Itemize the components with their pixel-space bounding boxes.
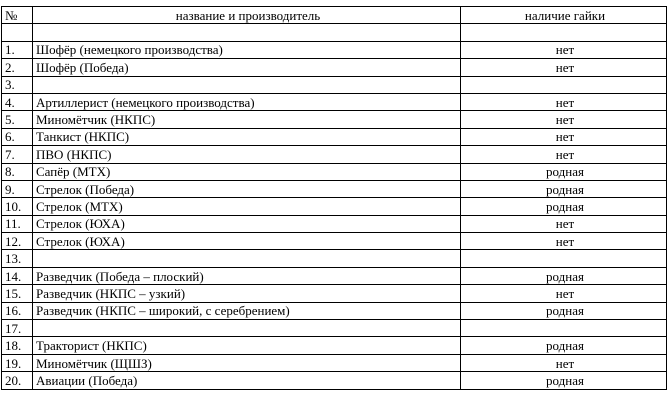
row-name-producer: Шофёр (немецкого производства) <box>33 41 461 58</box>
table-row <box>2 163 667 180</box>
row-nut-presence: родная <box>461 163 667 180</box>
row-nut-presence: нет <box>461 146 667 163</box>
row-nut-presence: родная <box>461 337 667 354</box>
table-row <box>2 76 667 93</box>
row-number: 10. <box>2 198 33 215</box>
blank-cell <box>2 24 33 41</box>
row-number: 14. <box>2 267 33 284</box>
table-row <box>2 354 667 371</box>
row-nut-presence <box>461 76 667 93</box>
blank-cell <box>461 24 667 41</box>
header-nut-presence: наличие гайки <box>461 7 667 24</box>
row-name-producer: ПВО (НКПС) <box>33 146 461 163</box>
table-row <box>2 93 667 110</box>
row-nut-presence: родная <box>461 180 667 197</box>
table-row <box>2 372 667 389</box>
row-number: 12. <box>2 233 33 250</box>
row-name-producer: Миномётчик (ЩШЗ) <box>33 354 461 371</box>
row-name-producer: Миномётчик (НКПС) <box>33 111 461 128</box>
row-name-producer: Шофёр (Победа) <box>33 59 461 76</box>
table-row <box>2 285 667 302</box>
header-number: № <box>2 7 33 24</box>
row-name-producer: Разведчик (НКПС – узкий) <box>33 285 461 302</box>
row-name-producer: Разведчик (НКПС – широкий, с серебрением) <box>33 302 461 319</box>
row-nut-presence: нет <box>461 215 667 232</box>
row-number: 3. <box>2 76 33 93</box>
row-name-producer: Артиллерист (немецкого производства) <box>33 93 461 110</box>
row-name-producer: Стрелок (ЮХА) <box>33 215 461 232</box>
table-row <box>2 302 667 319</box>
row-name-producer: Стрелок (ЮХА) <box>33 233 461 250</box>
row-nut-presence: родная <box>461 302 667 319</box>
row-nut-presence: родная <box>461 267 667 284</box>
blank-row <box>2 24 667 41</box>
table-row <box>2 146 667 163</box>
row-nut-presence: родная <box>461 198 667 215</box>
table-row <box>2 337 667 354</box>
row-name-producer: Тракторист (НКПС) <box>33 337 461 354</box>
row-number: 8. <box>2 163 33 180</box>
row-nut-presence: нет <box>461 233 667 250</box>
row-nut-presence: нет <box>461 128 667 145</box>
header-row <box>2 7 667 24</box>
blank-cell <box>33 24 461 41</box>
table-row <box>2 111 667 128</box>
row-number: 5. <box>2 111 33 128</box>
row-name-producer: Танкист (НКПС) <box>33 128 461 145</box>
row-number: 4. <box>2 93 33 110</box>
row-nut-presence: нет <box>461 41 667 58</box>
table-row <box>2 180 667 197</box>
row-nut-presence: нет <box>461 285 667 302</box>
table-row <box>2 320 667 337</box>
table-row <box>2 41 667 58</box>
row-number: 16. <box>2 302 33 319</box>
table-row <box>2 215 667 232</box>
row-number: 1. <box>2 41 33 58</box>
row-number: 15. <box>2 285 33 302</box>
row-nut-presence: нет <box>461 93 667 110</box>
row-number: 20. <box>2 372 33 389</box>
row-nut-presence: нет <box>461 354 667 371</box>
row-name-producer: Авиации (Победа) <box>33 372 461 389</box>
table-row <box>2 250 667 267</box>
row-number: 7. <box>2 146 33 163</box>
row-number: 11. <box>2 215 33 232</box>
table-row <box>2 128 667 145</box>
row-nut-presence: нет <box>461 59 667 76</box>
table-row <box>2 267 667 284</box>
row-name-producer: Разведчик (Победа – плоский) <box>33 267 461 284</box>
table-row <box>2 233 667 250</box>
table-row <box>2 198 667 215</box>
row-nut-presence <box>461 320 667 337</box>
header-name-producer: название и производитель <box>33 7 461 24</box>
row-nut-presence: нет <box>461 111 667 128</box>
row-number: 9. <box>2 180 33 197</box>
row-name-producer: Стрелок (Победа) <box>33 180 461 197</box>
row-number: 19. <box>2 354 33 371</box>
table-row <box>2 59 667 76</box>
figures-table <box>1 6 667 390</box>
row-number: 17. <box>2 320 33 337</box>
row-number: 2. <box>2 59 33 76</box>
row-name-producer <box>33 320 461 337</box>
row-number: 6. <box>2 128 33 145</box>
row-nut-presence: родная <box>461 372 667 389</box>
row-name-producer <box>33 76 461 93</box>
row-nut-presence <box>461 250 667 267</box>
row-number: 13. <box>2 250 33 267</box>
row-number: 18. <box>2 337 33 354</box>
row-name-producer <box>33 250 461 267</box>
row-name-producer: Стрелок (МТХ) <box>33 198 461 215</box>
row-name-producer: Сапёр (МТХ) <box>33 163 461 180</box>
